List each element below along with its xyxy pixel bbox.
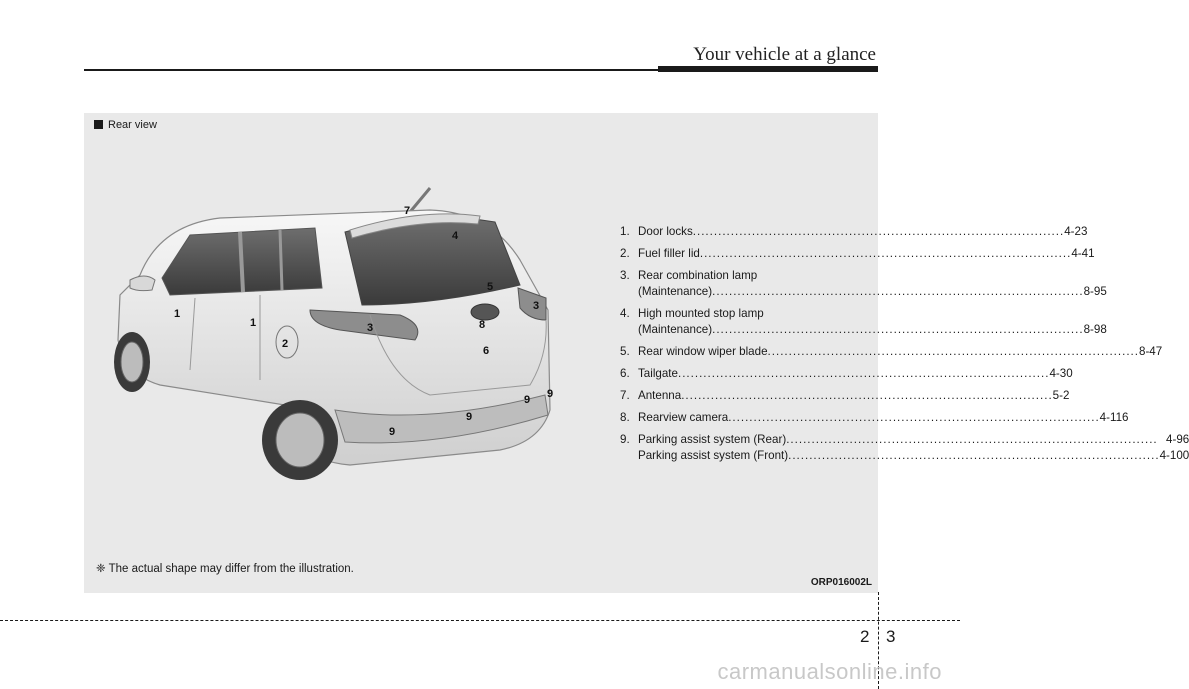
- legend-label: Rearview camera: [638, 411, 729, 424]
- legend-page: 4-116: [1099, 411, 1129, 424]
- legend-number: 1.: [620, 225, 630, 238]
- rear-view-car-illustration: [100, 180, 560, 480]
- callout-label: 9: [524, 394, 531, 406]
- legend-page: 8-98: [1083, 323, 1107, 336]
- legend-label: Rear combination lamp: [638, 269, 758, 282]
- legend-number: 8.: [620, 411, 630, 424]
- legend-label: High mounted stop lamp: [638, 307, 764, 320]
- parts-legend: [620, 224, 1189, 470]
- callout-label: 7: [404, 205, 411, 217]
- legend-item: [620, 268, 1107, 300]
- legend-page: 4-30: [1049, 367, 1073, 380]
- legend-label: Parking assist system (Front): [638, 449, 789, 462]
- brand-badge: [471, 304, 499, 320]
- legend-item: [620, 388, 1070, 404]
- legend-page: 5-2: [1052, 389, 1070, 402]
- legend-item: [620, 344, 1163, 360]
- legend-item: [620, 432, 1189, 464]
- callout-label: 9: [547, 388, 554, 400]
- callout-label: 8: [479, 319, 486, 331]
- image-code: ORP016002L: [810, 577, 872, 588]
- callout-label: 3: [367, 322, 374, 334]
- watermark: carmanualsonline.info: [717, 659, 942, 684]
- legend-label: Rear window wiper blade: [638, 345, 768, 358]
- legend-number: 9.: [620, 433, 630, 446]
- legend-page: 4-100: [1159, 449, 1189, 462]
- illustration-note: ❈ The actual shape may differ from the illustration.: [96, 563, 354, 575]
- legend-page: 8-95: [1083, 285, 1107, 298]
- callout-label: 5: [487, 281, 494, 293]
- page-header-title: Your vehicle at a glance: [693, 44, 876, 65]
- callout-label: 3: [533, 300, 540, 312]
- chapter-number: 2: [860, 627, 870, 646]
- legend-label: Fuel filler lid: [638, 247, 700, 260]
- callout-label: 9: [466, 411, 473, 423]
- legend-page: 4-23: [1064, 225, 1088, 238]
- header-rule-accent: [658, 66, 878, 72]
- square-bullet-icon: [94, 120, 103, 129]
- legend-page: 8-47: [1139, 345, 1163, 358]
- callout-label: 1: [250, 317, 257, 329]
- legend-item: [620, 246, 1095, 262]
- callout-label: 4: [452, 230, 459, 242]
- legend-label: Door locks: [638, 225, 693, 238]
- legend-label: Antenna: [638, 389, 682, 402]
- legend-label: Tailgate: [638, 367, 678, 380]
- legend-number: 6.: [620, 367, 630, 380]
- callout-label: 2: [282, 338, 289, 350]
- callout-label: 1: [174, 308, 181, 320]
- side-mirror: [130, 276, 155, 291]
- legend-number: 4.: [620, 307, 630, 320]
- legend-number: 7.: [620, 389, 630, 402]
- legend-label: (Maintenance): [638, 323, 713, 336]
- page-number: 3: [886, 627, 896, 646]
- legend-item: [620, 366, 1073, 382]
- legend-item: [620, 224, 1088, 240]
- legend-page: 4-96: [1166, 433, 1189, 446]
- antenna: [410, 188, 430, 212]
- callout-label: 6: [483, 345, 490, 357]
- legend-item: [620, 410, 1129, 426]
- legend-label: Parking assist system (Rear): [638, 433, 787, 446]
- legend-item: [620, 306, 1107, 338]
- callout-label: 9: [389, 426, 396, 438]
- footer-rule: [0, 620, 960, 621]
- legend-number: 2.: [620, 247, 630, 260]
- legend-page: 4-41: [1071, 247, 1095, 260]
- section-label-text: Rear view: [108, 119, 157, 131]
- legend-number: 3.: [620, 269, 630, 282]
- legend-label: (Maintenance): [638, 285, 713, 298]
- legend-number: 5.: [620, 345, 630, 358]
- section-label: [94, 119, 157, 131]
